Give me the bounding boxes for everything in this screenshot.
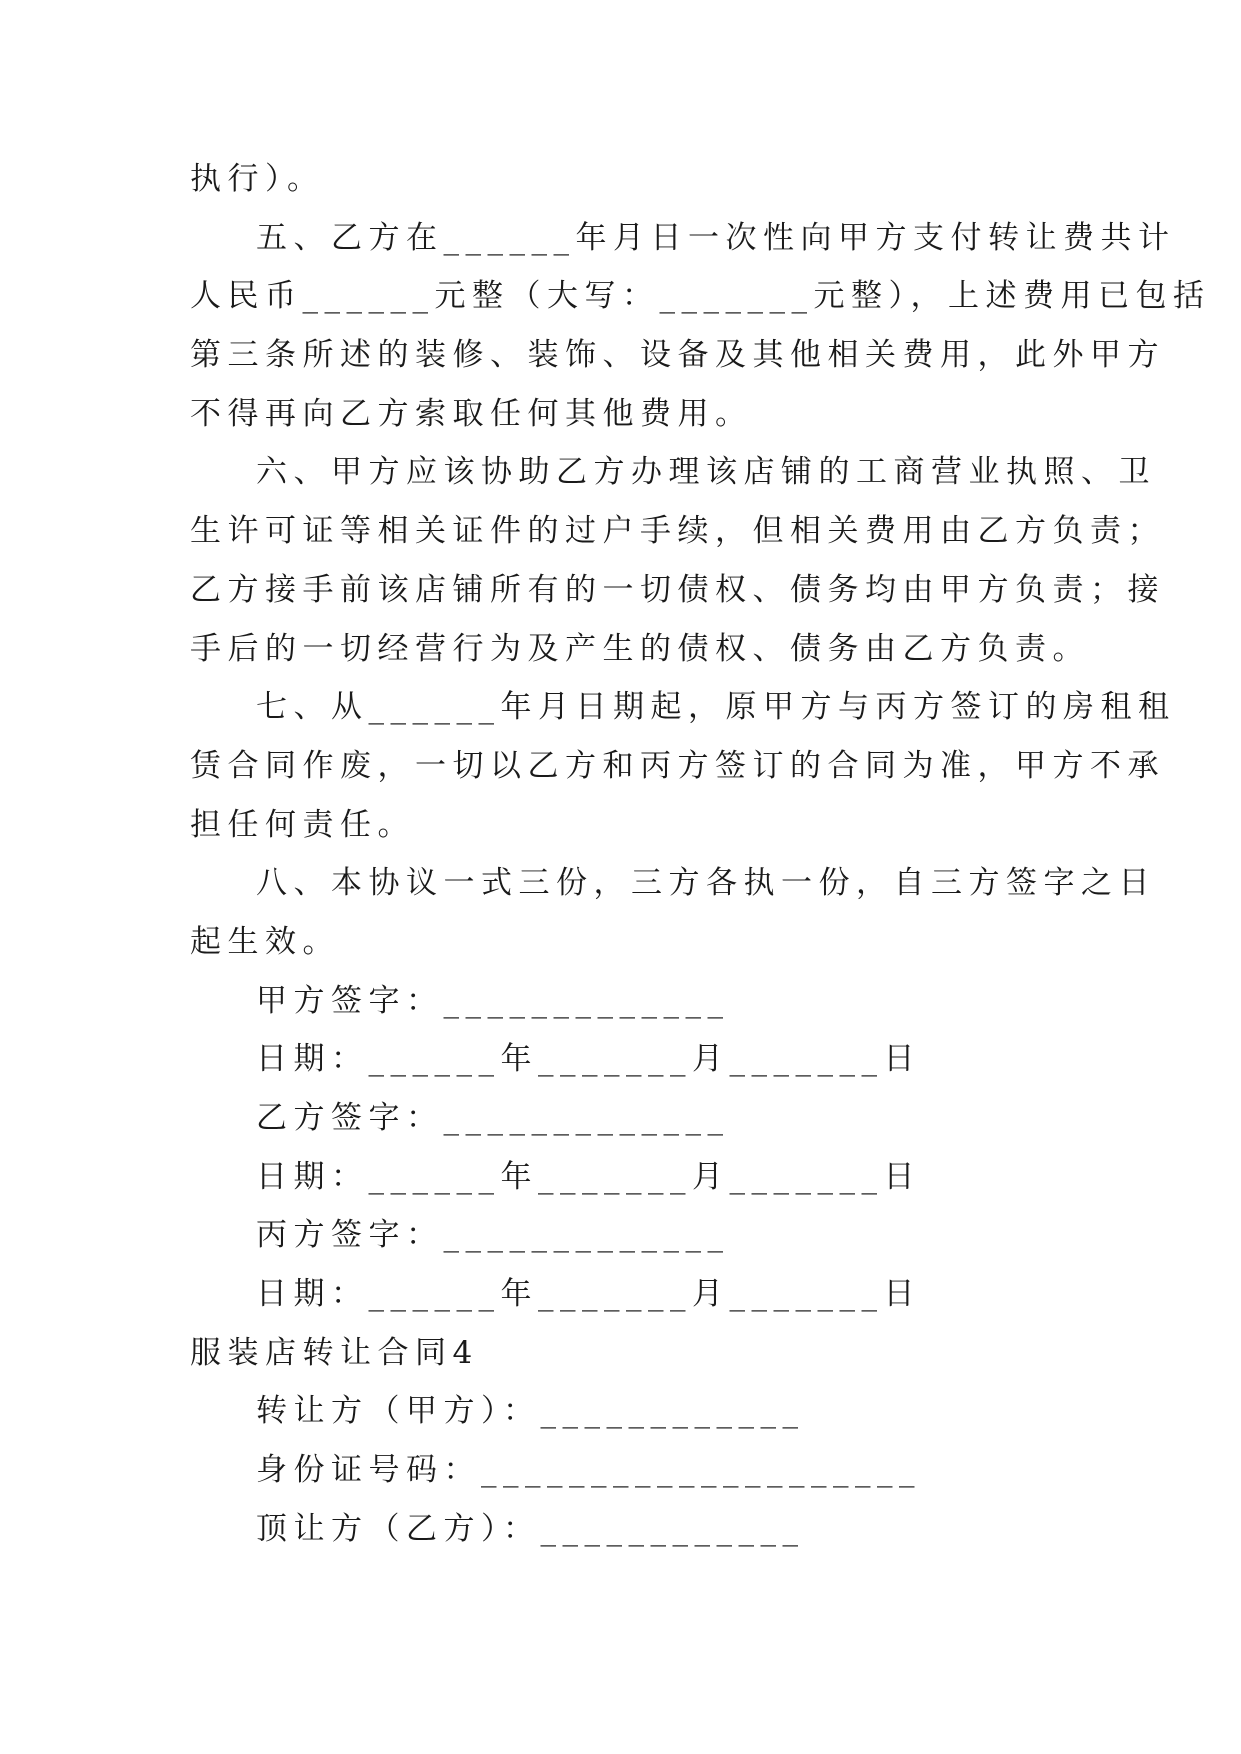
transferee-field: 顶让方（乙方）：____________ bbox=[256, 1510, 805, 1547]
party-a-signature: 甲方签字：_____________ bbox=[256, 982, 730, 1019]
clause-6-line: 六、甲方应该协助乙方办理该店铺的工商营业执照、卫 bbox=[256, 454, 1156, 491]
paragraph-line: 执行）。 bbox=[190, 161, 325, 197]
party-b-signature: 乙方签字：_____________ bbox=[256, 1100, 730, 1136]
clause-5-line: 五、乙方在______年月日一次性向甲方支付转让费共计 bbox=[256, 219, 1176, 256]
clause-5-line: 不得再向乙方索取任何其他费用。 bbox=[190, 395, 753, 432]
clause-6-line: 生许可证等相关证件的过户手续，但相关费用由乙方负责； bbox=[190, 513, 1165, 550]
clause-5-line: 人民币______元整（大写：_______元整），上述费用已包括 bbox=[190, 278, 1211, 315]
party-c-signature: 丙方签字：_____________ bbox=[256, 1217, 730, 1254]
clause-7-line: 担任何责任。 bbox=[190, 806, 415, 843]
party-a-date: 日期：______年_______月_______日 bbox=[256, 1041, 921, 1078]
clause-7-line: 赁合同作废，一切以乙方和丙方签订的合同为准，甲方不承 bbox=[190, 747, 1165, 784]
clause-5-line: 第三条所述的装修、装饰、设备及其他相关费用，此外甲方 bbox=[190, 337, 1165, 374]
clause-8-line: 起生效。 bbox=[190, 923, 340, 960]
party-b-date: 日期：______年_______月_______日 bbox=[256, 1158, 921, 1195]
clause-7-line: 七、从______年月日期起，原甲方与丙方签订的房租租 bbox=[256, 689, 1176, 726]
transferor-field: 转让方（甲方）：____________ bbox=[256, 1393, 805, 1430]
id-number-field: 身份证号码：____________________ bbox=[256, 1452, 921, 1489]
section-title: 服装店转让合同4 bbox=[190, 1334, 479, 1371]
party-c-date: 日期：______年_______月_______日 bbox=[256, 1276, 921, 1313]
document-page bbox=[190, 150, 1211, 1559]
clause-6-line: 乙方接手前该店铺所有的一切债权、债务均由甲方负责；接 bbox=[190, 571, 1165, 608]
clause-8-line: 八、本协议一式三份，三方各执一份，自三方签字之日 bbox=[256, 865, 1156, 902]
clause-6-line: 手后的一切经营行为及产生的债权、债务由乙方负责。 bbox=[190, 630, 1090, 667]
